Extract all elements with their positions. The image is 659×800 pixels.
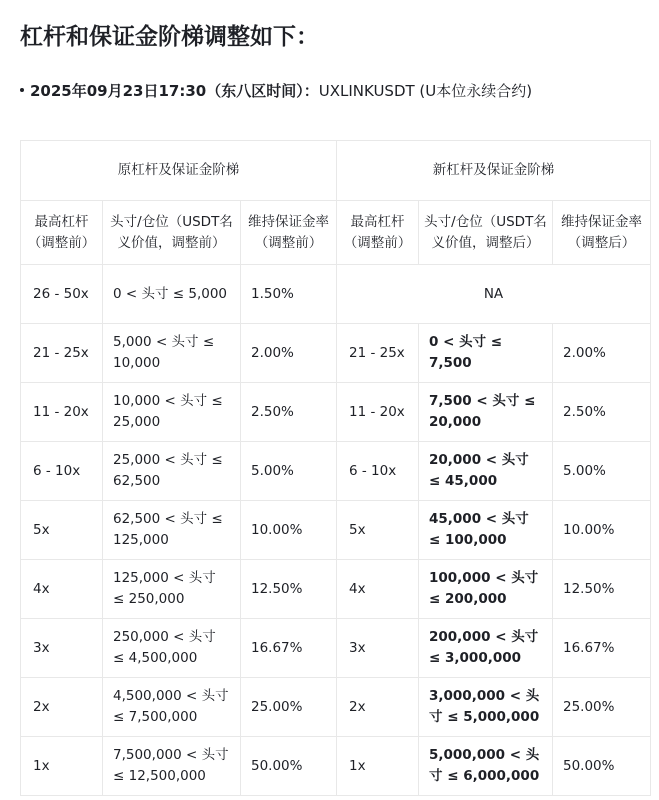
cell-old-position: 250,000 < 头寸 ≤ 4,500,000 <box>103 619 241 678</box>
table-row <box>21 265 651 324</box>
group-header-old: 原杠杆及保证金阶梯 <box>21 141 337 201</box>
column-header-row <box>21 201 651 265</box>
header-old-position: 头寸/仓位（USDT名义价值，调整前） <box>103 201 241 265</box>
cell-old-leverage: 6 - 10x <box>21 442 103 501</box>
cell-old-margin: 1.50% <box>241 265 337 324</box>
cell-old-margin: 25.00% <box>241 678 337 737</box>
cell-new-position: 100,000 < 头寸 ≤ 200,000 <box>419 560 553 619</box>
cell-old-margin: 10.00% <box>241 501 337 560</box>
header-old-margin: 维持保证金率 （调整前） <box>241 201 337 265</box>
cell-new-position: 45,000 < 头寸 ≤ 100,000 <box>419 501 553 560</box>
cell-old-position: 0 < 头寸 ≤ 5,000 <box>103 265 241 324</box>
cell-new-margin: 5.00% <box>553 442 651 501</box>
cell-new-leverage: 3x <box>337 619 419 678</box>
table-row <box>21 678 651 737</box>
announcement-line <box>20 80 532 101</box>
cell-new-margin: 12.50% <box>553 560 651 619</box>
cell-new-margin: 10.00% <box>553 501 651 560</box>
cell-old-position: 5,000 < 头寸 ≤ 10,000 <box>103 324 241 383</box>
group-header-row <box>21 141 651 201</box>
header-new-margin: 维持保证金率 （调整后） <box>553 201 651 265</box>
cell-new-leverage: 11 - 20x <box>337 383 419 442</box>
cell-old-position: 125,000 < 头寸 ≤ 250,000 <box>103 560 241 619</box>
cell-new-na: NA <box>337 265 651 324</box>
cell-old-position: 4,500,000 < 头寸 ≤ 7,500,000 <box>103 678 241 737</box>
table-row <box>21 442 651 501</box>
announcement-contract: UXLINKUSDT (U本位永续合约) <box>318 82 533 100</box>
announcement-separator: ： <box>303 82 319 100</box>
bullet-dot <box>20 88 24 92</box>
cell-old-margin: 12.50% <box>241 560 337 619</box>
cell-new-margin: 2.00% <box>553 324 651 383</box>
cell-old-leverage: 2x <box>21 678 103 737</box>
cell-old-margin: 50.00% <box>241 737 337 796</box>
cell-old-margin: 5.00% <box>241 442 337 501</box>
cell-new-position: 0 < 头寸 ≤ 7,500 <box>419 324 553 383</box>
cell-new-margin: 25.00% <box>553 678 651 737</box>
cell-new-leverage: 6 - 10x <box>337 442 419 501</box>
group-header-new: 新杠杆及保证金阶梯 <box>337 141 651 201</box>
cell-old-margin: 16.67% <box>241 619 337 678</box>
table-row <box>21 737 651 796</box>
cell-new-position: 20,000 < 头寸 ≤ 45,000 <box>419 442 553 501</box>
cell-old-margin: 2.00% <box>241 324 337 383</box>
leverage-table <box>20 140 651 796</box>
cell-new-leverage: 4x <box>337 560 419 619</box>
cell-new-position: 200,000 < 头寸 ≤ 3,000,000 <box>419 619 553 678</box>
table-row <box>21 383 651 442</box>
cell-old-leverage: 1x <box>21 737 103 796</box>
cell-new-position: 3,000,000 < 头寸 ≤ 5,000,000 <box>419 678 553 737</box>
cell-old-leverage: 5x <box>21 501 103 560</box>
cell-old-leverage: 3x <box>21 619 103 678</box>
announcement-time: 2025年09月23日17:30（东八区时间） <box>30 82 304 100</box>
header-new-leverage: 最高杠杆（调整前） <box>337 201 419 265</box>
cell-old-position: 62,500 < 头寸 ≤ 125,000 <box>103 501 241 560</box>
cell-new-leverage: 5x <box>337 501 419 560</box>
cell-new-leverage: 1x <box>337 737 419 796</box>
cell-old-leverage: 4x <box>21 560 103 619</box>
cell-new-leverage: 2x <box>337 678 419 737</box>
cell-old-leverage: 11 - 20x <box>21 383 103 442</box>
header-new-position: 头寸/仓位（USDT名义价值，调整后） <box>419 201 553 265</box>
table-row <box>21 501 651 560</box>
cell-new-position: 7,500 < 头寸 ≤ 20,000 <box>419 383 553 442</box>
cell-old-leverage: 21 - 25x <box>21 324 103 383</box>
table-row <box>21 619 651 678</box>
cell-old-position: 25,000 < 头寸 ≤ 62,500 <box>103 442 241 501</box>
cell-new-leverage: 21 - 25x <box>337 324 419 383</box>
cell-new-margin: 2.50% <box>553 383 651 442</box>
cell-new-margin: 50.00% <box>553 737 651 796</box>
page-title: 杠杆和保证金阶梯调整如下： <box>20 24 319 50</box>
cell-old-margin: 2.50% <box>241 383 337 442</box>
table-row <box>21 560 651 619</box>
cell-old-position: 10,000 < 头寸 ≤ 25,000 <box>103 383 241 442</box>
table-row <box>21 324 651 383</box>
cell-old-position: 7,500,000 < 头寸 ≤ 12,500,000 <box>103 737 241 796</box>
header-old-leverage: 最高杠杆（调整前） <box>21 201 103 265</box>
cell-new-position: 5,000,000 < 头寸 ≤ 6,000,000 <box>419 737 553 796</box>
cell-new-margin: 16.67% <box>553 619 651 678</box>
cell-old-leverage: 26 - 50x <box>21 265 103 324</box>
